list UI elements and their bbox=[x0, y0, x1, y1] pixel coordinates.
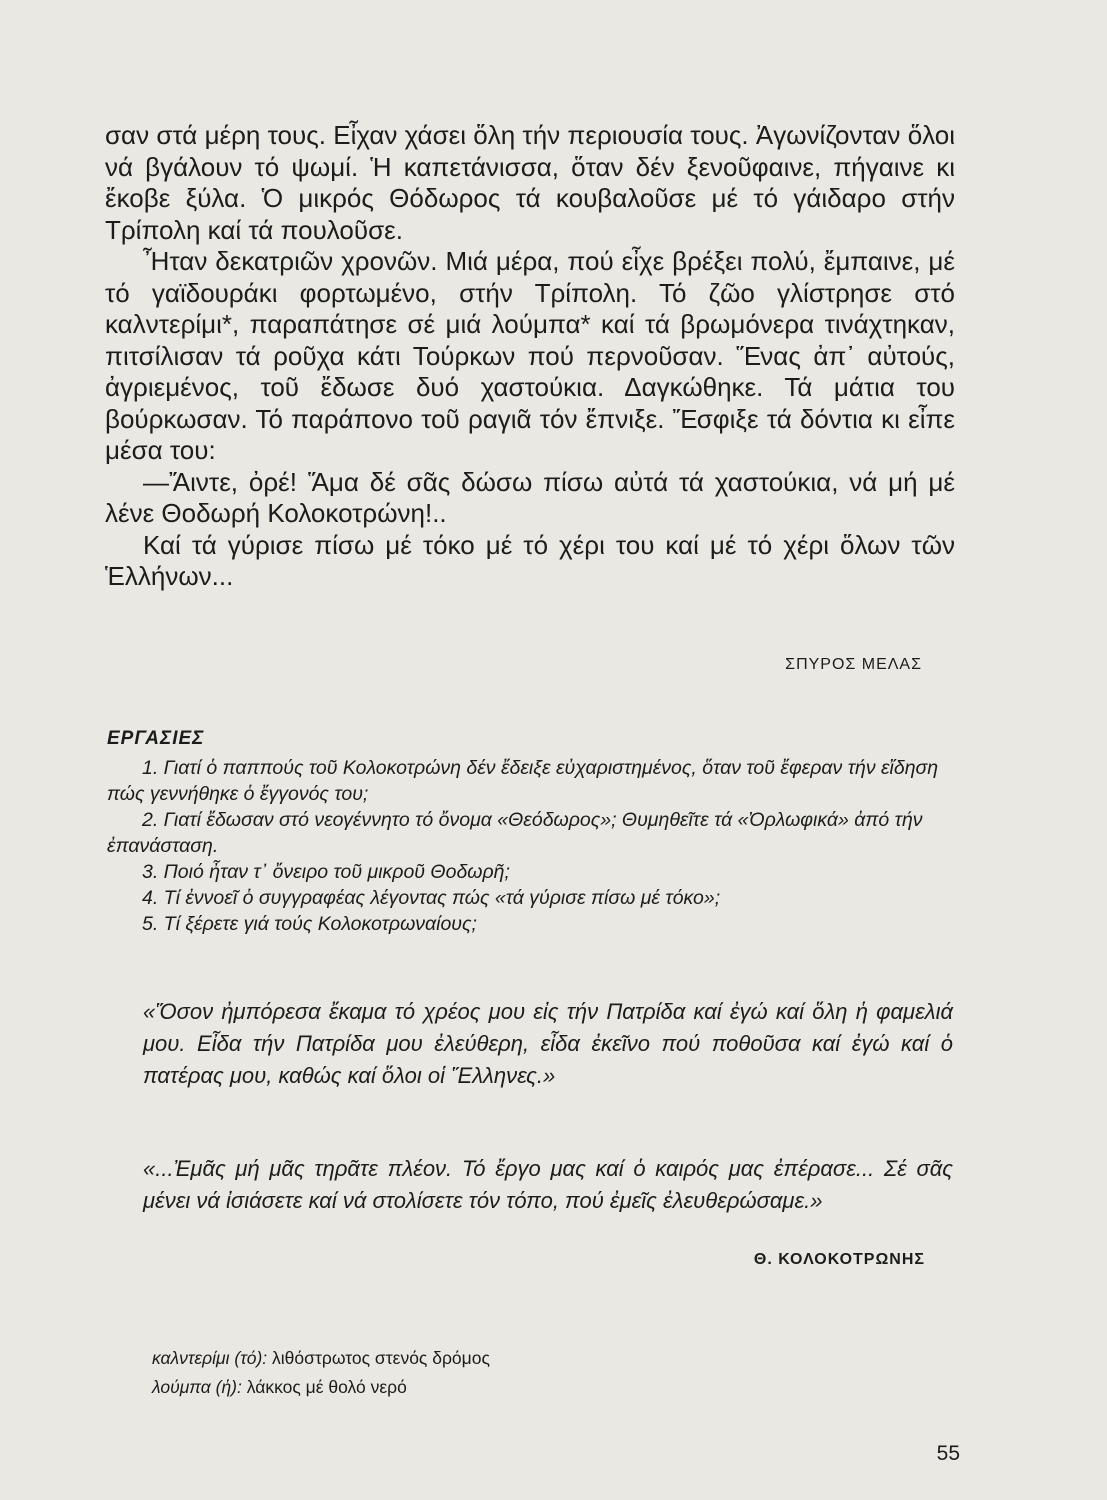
glossary-entry bbox=[152, 1348, 852, 1369]
task-item: 4. Τί ἐννοεῖ ὁ συγγραφέας λέγοντας πώς «τά γύρισε πίσω μέ τόκο»; bbox=[142, 887, 721, 909]
quote-text: «Ὅσον ἠμπόρεσα ἔκαμα τό χρέος μου εἰς τήν Πατρίδα καί ἐγώ καί ὅλη ἡ φαμελιά μου. Εἶδα τήν Πατρίδα μου ἐλεύθερη, εἶδα ἐκεῖνο πού ποθοῦσα καί ἐγώ καί ὁ πατέρας μου, καθώς καί ὅλοι οἱ Ἕλληνες.» bbox=[143, 999, 953, 1088]
tasks-list bbox=[107, 755, 955, 937]
story-paragraph: Καί τά γύρισε πίσω μέ τόκο μέ τό χέρι του καί μέ τό χέρι ὅλων τῶν Ἑλλήνων... bbox=[105, 529, 955, 591]
task-item: 5. Τί ξέρετε γιά τούς Κολοκοτρωναίους; bbox=[142, 913, 477, 935]
page-number: 55 bbox=[936, 1442, 960, 1465]
glossary-definition: λάκκος μέ θολό νερό bbox=[246, 1377, 407, 1397]
story-paragraph: —Ἄιντε, ὀρέ! Ἅμα δέ σᾶς δώσω πίσω αὐτά τά χαστούκια, νά μή μέ λένε Θοδωρή Κολοκοτρώνη!.. bbox=[105, 466, 955, 528]
quote-text: «...Ἐμᾶς μή μᾶς τηρᾶτε πλέον. Τό ἔργο μας καί ὁ καιρός μας ἐπέρασε... Σέ σᾶς μένει νά ἰσιάσετε καί νά στολίσετε τόν τόπο, πού ἐμεῖς ἐλευθερώσαμε.» bbox=[143, 1156, 953, 1213]
quote-signature: Θ. ΚΟΛΟΚΟΤΡΩΝΗΣ bbox=[753, 1251, 925, 1268]
tasks-heading: ΕΡΓΑΣΙΕΣ bbox=[107, 728, 205, 749]
story-paragraph: Ἦταν δεκατριῶν χρονῶν. Μιά μέρα, πού εἶχε βρέξει πολύ, ἔμπαινε, μέ τό γαϊδουράκι φορτωμένο, στήν Τρίπολη. Τό ζῶο γλίστρησε στό καλντερίμι*, παραπάτησε σέ μιά λούμπα* καί τά βρωμόνερα τινάχτηκαν, πιτσίλισαν τά ροῦχα κάτι Τούρκων πού περνοῦσαν. Ἕνας ἀπ᾽ αὐτούς, ἀγριεμένος, τοῦ ἔδωσε δυό χαστούκια. Δαγκώθηκε. Τά μάτια του βούρκωσαν. Τό παράπονο τοῦ ραγιᾶ τόν ἔπνιξε. Ἔσφιξε τά δόντια κι εἶπε μέσα του: bbox=[105, 246, 955, 465]
glossary-term: καλντερίμι (τό): bbox=[152, 1348, 268, 1368]
story-text bbox=[105, 120, 955, 593]
task-item: 3. Ποιό ἦταν τ᾽ ὄνειρο τοῦ μικροῦ Θοδωρῆ; bbox=[142, 861, 510, 883]
story-paragraph: σαν στά μέρη τους. Εἶχαν χάσει ὅλη τήν περιουσία τους. Ἀγωνίζονταν ὅλοι νά βγάλουν τό ψωμί. Ἡ καπετάνισσα, ὅταν δέν ξενοῦφαινε, πήγαινε κι ἔκοβε ξύλα. Ὁ μικρός Θόδωρος τά κουβαλοῦσε μέ τό γάιδαρο στήν Τρίπολη καί τά πουλοῦσε. bbox=[105, 120, 955, 245]
task-item: 2. Γιατί ἔδωσαν στό νεογέννητο τό ὄνομα «Θεόδωρος»; Θυμηθεῖτε τά «Ὀρλωφικά» ἀπό τήν ἐπανάσταση. bbox=[107, 809, 923, 857]
quote-block bbox=[143, 996, 953, 1092]
glossary-entry bbox=[152, 1377, 852, 1398]
glossary-definition: λιθόστρωτος στενός δρόμος bbox=[272, 1348, 490, 1368]
task-item: 1. Γιατί ὁ παππούς τοῦ Κολοκοτρώνη δέν ἔδειξε εὐχαριστημένος, ὅταν τοῦ ἔφεραν τήν εἴδηση πώς γεννήθηκε ὁ ἔγγονός του; bbox=[107, 757, 939, 805]
quote-block bbox=[143, 1153, 953, 1217]
story-author: ΣΠΥΡΟΣ ΜΕΛΑΣ bbox=[785, 656, 922, 673]
glossary-term: λούμπα (ἡ): bbox=[152, 1377, 242, 1397]
